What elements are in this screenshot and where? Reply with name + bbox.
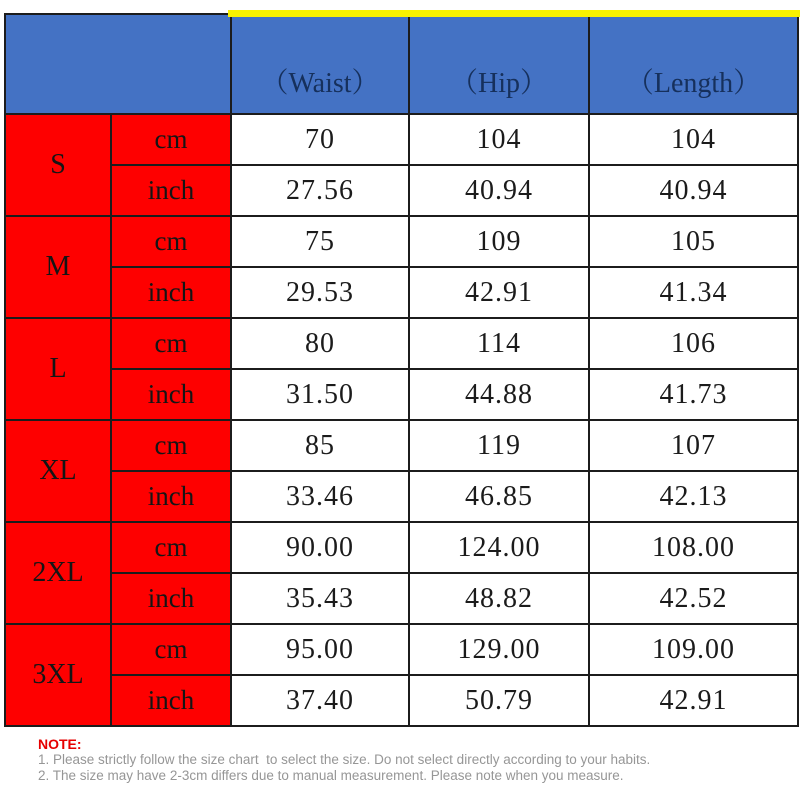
value-cell: 42.91 [589, 675, 798, 726]
size-label-s: S [5, 114, 111, 216]
table-row-2xl-cm [5, 522, 798, 573]
value-cell: 33.46 [231, 471, 409, 522]
value-cell: 41.34 [589, 267, 798, 318]
note-line-2: 2. The size may have 2-3cm differs due to manual measurement. Please note when you measure. [38, 767, 624, 783]
unit-cell-cm: cm [111, 522, 231, 573]
header-hip: （Hip） [409, 14, 589, 114]
unit-cell-cm: cm [111, 420, 231, 471]
value-cell: 70 [231, 114, 409, 165]
value-cell: 109.00 [589, 624, 798, 675]
header-waist: （Waist） [231, 14, 409, 114]
unit-cell-inch: inch [111, 267, 231, 318]
size-label-2xl: 2XL [5, 522, 111, 624]
unit-cell-inch: inch [111, 165, 231, 216]
value-cell: 31.50 [231, 369, 409, 420]
value-cell: 124.00 [409, 522, 589, 573]
value-cell: 42.91 [409, 267, 589, 318]
value-cell: 41.73 [589, 369, 798, 420]
size-chart-table [4, 13, 799, 727]
value-cell: 108.00 [589, 522, 798, 573]
unit-cell-cm: cm [111, 114, 231, 165]
table-row-m-inch [5, 267, 798, 318]
unit-cell-inch: inch [111, 369, 231, 420]
unit-cell-cm: cm [111, 216, 231, 267]
table-row-s-cm [5, 114, 798, 165]
size-label-l: L [5, 318, 111, 420]
value-cell: 44.88 [409, 369, 589, 420]
value-cell: 29.53 [231, 267, 409, 318]
value-cell: 107 [589, 420, 798, 471]
note-title: NOTE: [38, 736, 82, 752]
note-section [38, 736, 650, 783]
table-row-l-cm [5, 318, 798, 369]
header-length: （Length） [589, 14, 798, 114]
value-cell: 95.00 [231, 624, 409, 675]
unit-cell-inch: inch [111, 573, 231, 624]
value-cell: 119 [409, 420, 589, 471]
value-cell: 42.13 [589, 471, 798, 522]
value-cell: 37.40 [231, 675, 409, 726]
table-row-l-inch [5, 369, 798, 420]
table-row-m-cm [5, 216, 798, 267]
yellow-banner-strip [228, 10, 800, 17]
value-cell: 50.79 [409, 675, 589, 726]
value-cell: 80 [231, 318, 409, 369]
table-row-xl-inch [5, 471, 798, 522]
table-row-3xl-inch [5, 675, 798, 726]
value-cell: 48.82 [409, 573, 589, 624]
value-cell: 104 [409, 114, 589, 165]
value-cell: 129.00 [409, 624, 589, 675]
value-cell: 42.52 [589, 573, 798, 624]
table-row-2xl-inch [5, 573, 798, 624]
value-cell: 75 [231, 216, 409, 267]
header-row [5, 14, 798, 114]
unit-cell-cm: cm [111, 624, 231, 675]
value-cell: 105 [589, 216, 798, 267]
size-label-m: M [5, 216, 111, 318]
note-line-1: 1. Please strictly follow the size chart to select the size. Do not select directly according to your habits. [38, 752, 651, 767]
value-cell: 104 [589, 114, 798, 165]
table-row-3xl-cm [5, 624, 798, 675]
unit-cell-inch: inch [111, 675, 231, 726]
table-row-xl-cm [5, 420, 798, 471]
header-corner-cell [5, 14, 231, 114]
value-cell: 106 [589, 318, 798, 369]
value-cell: 40.94 [589, 165, 798, 216]
value-cell: 46.85 [409, 471, 589, 522]
value-cell: 114 [409, 318, 589, 369]
value-cell: 35.43 [231, 573, 409, 624]
unit-cell-cm: cm [111, 318, 231, 369]
size-label-xl: XL [5, 420, 111, 522]
size-label-3xl: 3XL [5, 624, 111, 726]
value-cell: 40.94 [409, 165, 589, 216]
value-cell: 109 [409, 216, 589, 267]
unit-cell-inch: inch [111, 471, 231, 522]
value-cell: 90.00 [231, 522, 409, 573]
value-cell: 27.56 [231, 165, 409, 216]
value-cell: 85 [231, 420, 409, 471]
table-row-s-inch [5, 165, 798, 216]
